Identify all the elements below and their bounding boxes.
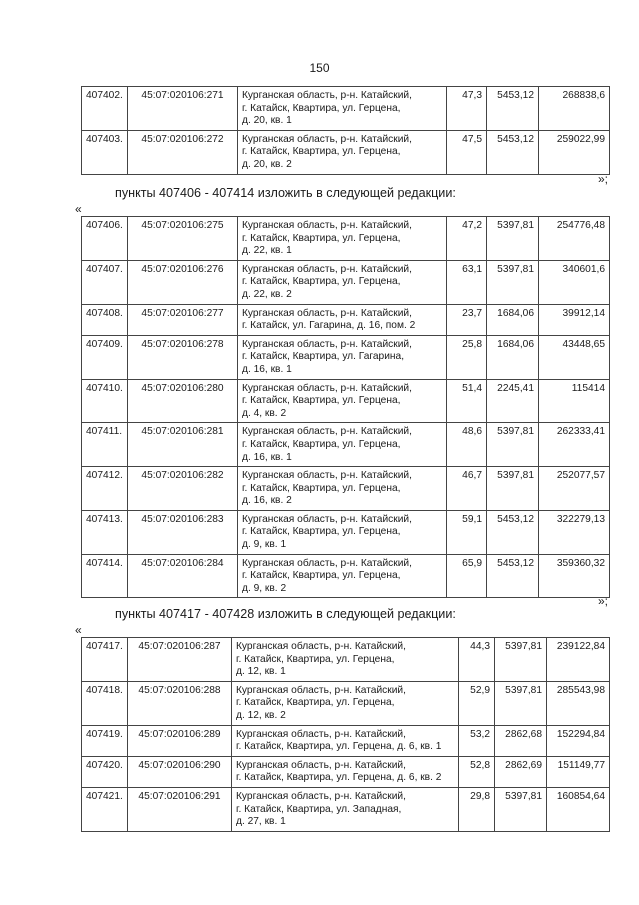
address-cell: Курганская область, р-н. Катайский, г. Катайск, Квартира, ул. Гагарина, д. 16, кв. 1 xyxy=(238,335,447,379)
total-value-cell: 262333,41 xyxy=(539,423,610,467)
row-number-cell: 407407. xyxy=(82,260,128,304)
table-row xyxy=(82,681,610,725)
unit-price-cell: 5453,12 xyxy=(487,510,539,554)
total-value-cell: 254776,48 xyxy=(539,217,610,261)
area-cell: 29,8 xyxy=(459,787,495,831)
unit-price-cell: 5397,81 xyxy=(487,217,539,261)
cadastral-number-cell: 45:07:020106:277 xyxy=(128,304,238,335)
address-cell: Курганская область, р-н. Катайский, г. Катайск, Квартира, ул. Герцена, д. 16, кв. 2 xyxy=(238,467,447,511)
area-cell: 47,2 xyxy=(447,217,487,261)
address-cell: Курганская область, р-н. Катайский, г. Катайск, Квартира, ул. Герцена, д. 12, кв. 2 xyxy=(232,681,459,725)
row-number-cell: 407402. xyxy=(82,87,128,131)
area-cell: 25,8 xyxy=(447,335,487,379)
address-cell: Курганская область, р-н. Катайский, г. Катайск, Квартира, ул. Герцена, д. 16, кв. 1 xyxy=(238,423,447,467)
cadastral-number-cell: 45:07:020106:283 xyxy=(128,510,238,554)
cadastral-number-cell: 45:07:020106:276 xyxy=(128,260,238,304)
total-value-cell: 322279,13 xyxy=(539,510,610,554)
total-value-cell: 252077,57 xyxy=(539,467,610,511)
area-cell: 65,9 xyxy=(447,554,487,598)
property-table-body xyxy=(82,87,610,175)
row-number-cell: 407418. xyxy=(82,681,128,725)
table-row xyxy=(82,87,610,131)
total-value-cell: 259022,99 xyxy=(539,130,610,174)
cadastral-number-cell: 45:07:020106:275 xyxy=(128,217,238,261)
address-cell: Курганская область, р-н. Катайский, г. Катайск, Квартира, ул. Герцена, д. 12, кв. 1 xyxy=(232,638,459,682)
area-cell: 53,2 xyxy=(459,725,495,756)
unit-price-cell: 2862,68 xyxy=(495,725,547,756)
address-cell: Курганская область, р-н. Катайский, г. Катайск, ул. Гагарина, д. 16, пом. 2 xyxy=(238,304,447,335)
row-number-cell: 407420. xyxy=(82,756,128,787)
unit-price-cell: 5397,81 xyxy=(495,787,547,831)
opening-quote: « xyxy=(75,202,82,216)
area-cell: 47,5 xyxy=(447,130,487,174)
table-row xyxy=(82,510,610,554)
cadastral-number-cell: 45:07:020106:278 xyxy=(128,335,238,379)
property-table-1 xyxy=(81,86,610,175)
area-cell: 23,7 xyxy=(447,304,487,335)
unit-price-cell: 2245,41 xyxy=(487,379,539,423)
unit-price-cell: 1684,06 xyxy=(487,335,539,379)
address-cell: Курганская область, р-н. Катайский, г. Катайск, Квартира, ул. Герцена, д. 20, кв. 2 xyxy=(238,130,447,174)
unit-price-cell: 5397,81 xyxy=(487,423,539,467)
cadastral-number-cell: 45:07:020106:291 xyxy=(128,787,232,831)
total-value-cell: 115414 xyxy=(539,379,610,423)
total-value-cell: 151149,77 xyxy=(547,756,610,787)
area-cell: 52,9 xyxy=(459,681,495,725)
table-row xyxy=(82,725,610,756)
table-row xyxy=(82,217,610,261)
unit-price-cell: 5397,81 xyxy=(495,638,547,682)
table-row xyxy=(82,787,610,831)
table-row xyxy=(82,554,610,598)
table-row xyxy=(82,304,610,335)
cadastral-number-cell: 45:07:020106:280 xyxy=(128,379,238,423)
table-row xyxy=(82,379,610,423)
total-value-cell: 39912,14 xyxy=(539,304,610,335)
row-number-cell: 407419. xyxy=(82,725,128,756)
area-cell: 48,6 xyxy=(447,423,487,467)
total-value-cell: 160854,64 xyxy=(547,787,610,831)
address-cell: Курганская область, р-н. Катайский, г. Катайск, Квартира, ул. Герцена, д. 6, кв. 2 xyxy=(232,756,459,787)
row-number-cell: 407421. xyxy=(82,787,128,831)
cadastral-number-cell: 45:07:020106:271 xyxy=(128,87,238,131)
unit-price-cell: 5397,81 xyxy=(487,260,539,304)
property-table-3 xyxy=(81,637,610,832)
area-cell: 52,8 xyxy=(459,756,495,787)
cadastral-number-cell: 45:07:020106:272 xyxy=(128,130,238,174)
table-row xyxy=(82,335,610,379)
area-cell: 47,3 xyxy=(447,87,487,131)
area-cell: 59,1 xyxy=(447,510,487,554)
area-cell: 63,1 xyxy=(447,260,487,304)
cadastral-number-cell: 45:07:020106:289 xyxy=(128,725,232,756)
address-cell: Курганская область, р-н. Катайский, г. Катайск, Квартира, ул. Герцена, д. 22, кв. 2 xyxy=(238,260,447,304)
row-number-cell: 407406. xyxy=(82,217,128,261)
address-cell: Курганская область, р-н. Катайский, г. Катайск, Квартира, ул. Герцена, д. 9, кв. 1 xyxy=(238,510,447,554)
area-cell: 46,7 xyxy=(447,467,487,511)
cadastral-number-cell: 45:07:020106:282 xyxy=(128,467,238,511)
amendment-instruction: пункты 407417 - 407428 изложить в следующей редакции: xyxy=(115,607,456,621)
area-cell: 51,4 xyxy=(447,379,487,423)
cadastral-number-cell: 45:07:020106:284 xyxy=(128,554,238,598)
cadastral-number-cell: 45:07:020106:281 xyxy=(128,423,238,467)
row-number-cell: 407412. xyxy=(82,467,128,511)
closing-quote: »; xyxy=(598,594,609,608)
unit-price-cell: 5453,12 xyxy=(487,554,539,598)
table-row xyxy=(82,638,610,682)
row-number-cell: 407411. xyxy=(82,423,128,467)
property-table-body xyxy=(82,217,610,598)
table-row xyxy=(82,423,610,467)
closing-quote: »; xyxy=(598,172,609,186)
total-value-cell: 285543,98 xyxy=(547,681,610,725)
table-row xyxy=(82,756,610,787)
row-number-cell: 407417. xyxy=(82,638,128,682)
total-value-cell: 43448,65 xyxy=(539,335,610,379)
address-cell: Курганская область, р-н. Катайский, г. Катайск, Квартира, ул. Герцена, д. 9, кв. 2 xyxy=(238,554,447,598)
total-value-cell: 340601,6 xyxy=(539,260,610,304)
row-number-cell: 407413. xyxy=(82,510,128,554)
total-value-cell: 268838,6 xyxy=(539,87,610,131)
address-cell: Курганская область, р-н. Катайский, г. Катайск, Квартира, ул. Герцена, д. 20, кв. 1 xyxy=(238,87,447,131)
address-cell: Курганская область, р-н. Катайский, г. Катайск, Квартира, ул. Герцена, д. 4, кв. 2 xyxy=(238,379,447,423)
address-cell: Курганская область, р-н. Катайский, г. Катайск, Квартира, ул. Герцена, д. 22, кв. 1 xyxy=(238,217,447,261)
unit-price-cell: 1684,06 xyxy=(487,304,539,335)
unit-price-cell: 5397,81 xyxy=(487,467,539,511)
row-number-cell: 407409. xyxy=(82,335,128,379)
table-row xyxy=(82,260,610,304)
unit-price-cell: 5397,81 xyxy=(495,681,547,725)
row-number-cell: 407414. xyxy=(82,554,128,598)
property-table-2 xyxy=(81,216,610,598)
row-number-cell: 407408. xyxy=(82,304,128,335)
total-value-cell: 359360,32 xyxy=(539,554,610,598)
unit-price-cell: 5453,12 xyxy=(487,130,539,174)
address-cell: Курганская область, р-н. Катайский, г. Катайск, Квартира, ул. Герцена, д. 6, кв. 1 xyxy=(232,725,459,756)
opening-quote: « xyxy=(75,623,82,637)
page-number: 150 xyxy=(309,61,330,75)
amendment-instruction: пункты 407406 - 407414 изложить в следующей редакции: xyxy=(115,186,456,200)
total-value-cell: 152294,84 xyxy=(547,725,610,756)
unit-price-cell: 5453,12 xyxy=(487,87,539,131)
table-row xyxy=(82,467,610,511)
table-row xyxy=(82,130,610,174)
unit-price-cell: 2862,69 xyxy=(495,756,547,787)
property-table-body xyxy=(82,638,610,832)
total-value-cell: 239122,84 xyxy=(547,638,610,682)
cadastral-number-cell: 45:07:020106:287 xyxy=(128,638,232,682)
cadastral-number-cell: 45:07:020106:288 xyxy=(128,681,232,725)
row-number-cell: 407403. xyxy=(82,130,128,174)
row-number-cell: 407410. xyxy=(82,379,128,423)
cadastral-number-cell: 45:07:020106:290 xyxy=(128,756,232,787)
area-cell: 44,3 xyxy=(459,638,495,682)
address-cell: Курганская область, р-н. Катайский, г. Катайск, Квартира, ул. Западная, д. 27, кв. 1 xyxy=(232,787,459,831)
